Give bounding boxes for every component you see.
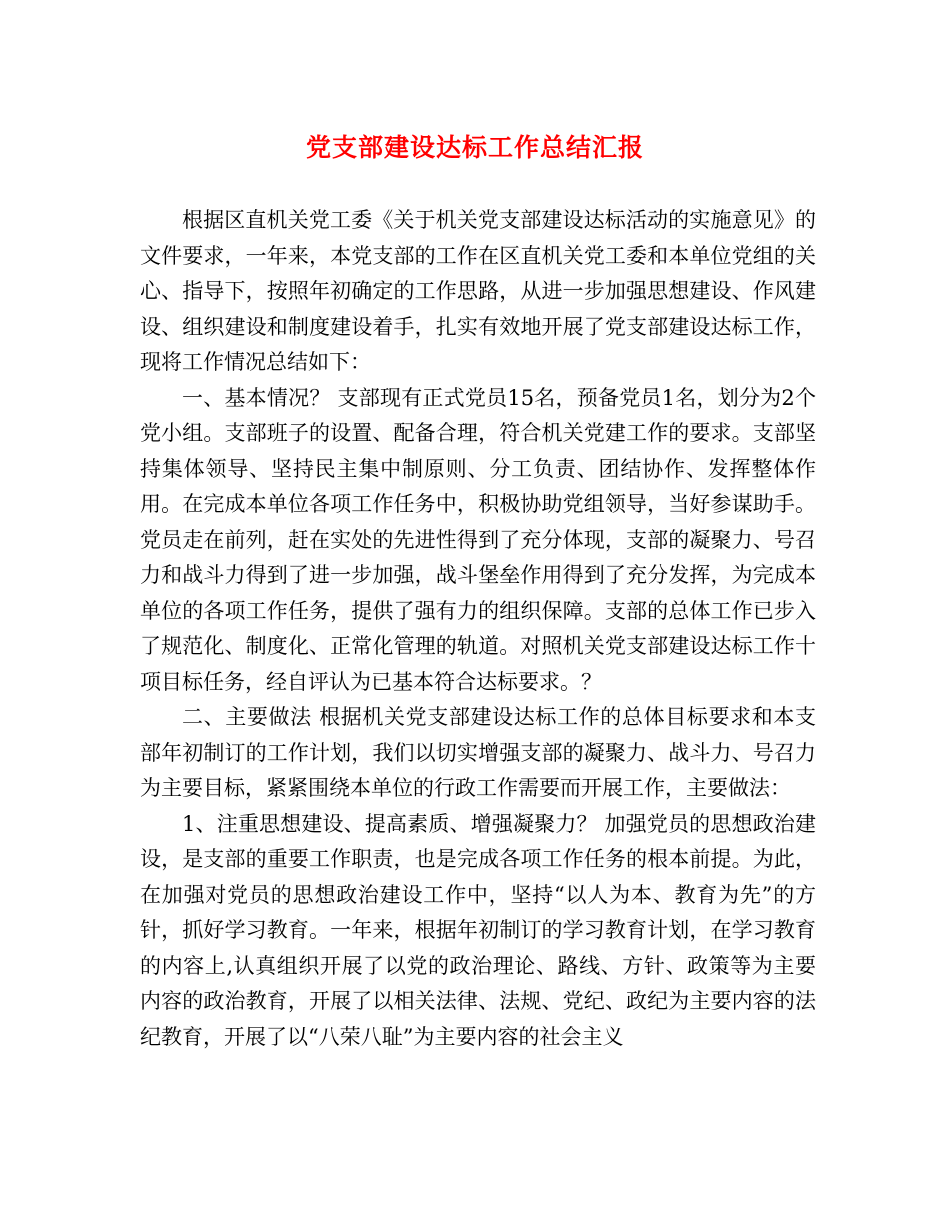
paragraph-ideological-building: 1、注重思想建设、提高素质、增强凝聚力？ 加强党员的思想政治建设，是支部的重要工作职责，也是完成各项工作任务的根本前提。为此，在加强对党员的思想政治建设工作中，坚持“以人为本、教育为先”的方针，抓好学习教育。一年来，根据年初制订的学习教育计划，在学习教育的内容上,认真组织开展了以党的政治理论、路线、方针、政策等为主要内容的政治教育，开展了以相关法律、法规、党纪、政纪为主要内容的法纪教育，开展了以“八荣八耻”为主要内容的社会主义 [140, 811, 816, 1049]
document-title: 党支部建设达标工作总结汇报 [305, 133, 644, 162]
paragraph-main-practices: 二、主要做法 根据机关党支部建设达标工作的总体目标要求和本支部年初制订的工作计划，我们以切实增强支部的凝聚力、战斗力、号召力为主要目标，紧紧围绕本单位的行政工作需要而开展工作，主要做法： [140, 705, 816, 800]
paragraph-intro: 根据区直机关党工委《关于机关党支部建设达标活动的实施意见》的文件要求，一年来，本党支部的工作在区直机关党工委和本单位党组的关心、指导下，按照年初确定的工作思路，从进一步加强思想建设、作风建设、组织建设和制度建设着手，扎实有效地开展了党支部建设达标工作，现将工作情况总结如下： [140, 208, 816, 374]
document-body [140, 203, 816, 1055]
paragraph-basic-situation: 一、基本情况？ 支部现有正式党员15名，预备党员1名，划分为2个党小组。支部班子的设置、配备合理，符合机关党建工作的要求。支部坚持集体领导、坚持民主集中制原则、分工负责、团结协作、发挥整体作用。在完成本单位各项工作任务中，积极协助党组领导，当好参谋助手。党员走在前列，赶在实处的先进性得到了充分体现，支部的凝聚力、号召力和战斗力得到了进一步加强，战斗堡垒作用得到了充分发挥，为完成本单位的各项工作任务，提供了强有力的组织保障。支部的总体工作已步入了规范化、制度化、正常化管理的轨道。对照机关党支部建设达标工作十项目标任务，经自评认为已基本符合达标要求。？ [140, 385, 816, 694]
